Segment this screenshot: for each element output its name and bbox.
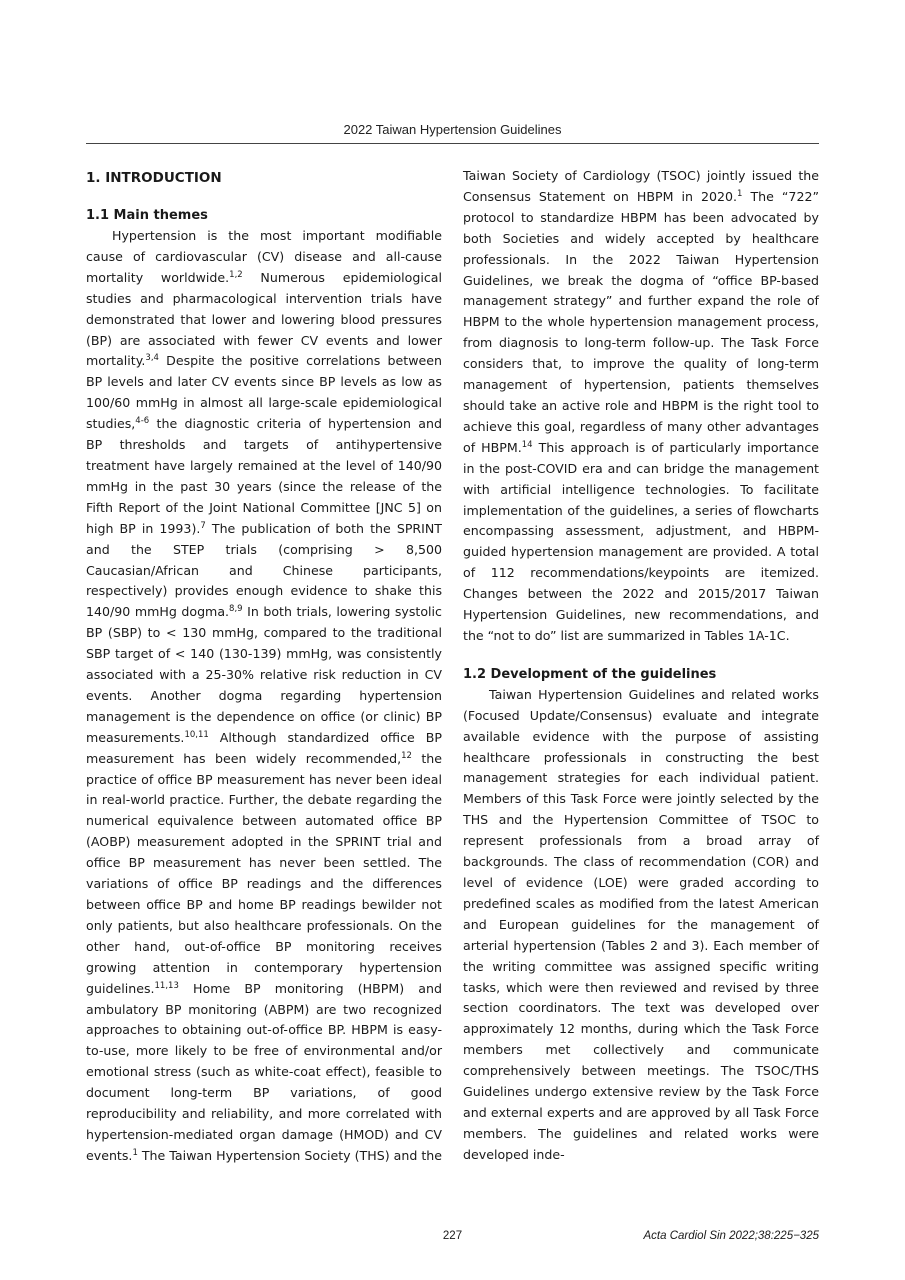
body-paragraph — [86, 226, 442, 1167]
text-run: the practice of office BP measurement has never been ideal in real-world practice. Further, the debate regarding the numerical equivalence between automated office BP (AOBP) measurement adopted in the SPRINT trial and office BP measurement has never been settled. The variations of office BP readings and the differences between office BP and home BP readings bewilder not only patients, but also healthcare professionals. On the other hand, out-of-office BP monitoring receives growing attention in contemporary hypertension guidelines. — [86, 750, 442, 996]
header-rule — [86, 143, 819, 144]
body-paragraph — [463, 166, 819, 647]
text-run: The Taiwan Hypertension Society (THS) and the — [137, 1147, 442, 1163]
citation: 12 — [401, 750, 412, 761]
text-run: This approach is of particularly importance in the post-COVID era and can bridge the management with artificial intelligence technologies. To facilitate implementation of the guidelines, a series of flowcharts encompassing assessment, adjustment, and HBPM-guided hypertension management are provided. A total of 112 recommendations/keypoints are itemized. Changes between the 2022 and 2015/2017 Taiwan Hypertension Guidelines, new recommendations, and the “not to do” list are summarized in Tables 1A-1C. — [463, 439, 820, 643]
citation: 1 — [132, 1147, 138, 1158]
page-number: 227 — [442, 1230, 463, 1242]
text-run: The publication of both the SPRINT and the STEP trials (comprising > 8,500 Caucasian/African and Chinese participants, respectively) provides enough evidence to shake this 140/90 mmHg dogma. — [86, 520, 442, 620]
text-run: The “722” protocol to standardize HBPM has been advocated by both Societies and widely accepted by healthcare professionals. In the 2022 Taiwan Hypertension Guidelines, we break the dogma of “office BP-based management strategy” and further expand the role of HBPM to the whole hypertension management process, from diagnosis to long-term follow-up. The Task Force considers that, to improve the quality of long-term management of hypertension, patients themselves should take an active role and HBPM is the right tool to achieve this goal, regardless of many other advantages of HBPM. — [463, 188, 819, 455]
text-run: Home BP monitoring (HBPM) and ambulatory BP monitoring (ABPM) are two recognized approaches to obtaining out-of-office BP. HBPM is easy-to-use, more likely to be free of environmental and/or emotional stress (such as white-coat effect), feasible to document long-term BP variations, of good reproducibility and reliability, and more correlated with hypertension-mediated organ damage (HMOD) and CV events. — [86, 980, 442, 1163]
citation: 11,13 — [154, 980, 179, 991]
text-run: Although standardized office BP measurement has been widely recommended, — [86, 729, 442, 766]
text-run: Taiwan Society of Cardiology (TSOC) jointly issued the Consensus Statement on HBPM in 2020. — [463, 168, 819, 204]
citation: 10,11 — [184, 729, 209, 740]
text-run: Hypertension is the most important modifiable cause of cardiovascular (CV) disease and all-cause mortality worldwide. — [86, 228, 442, 285]
section-title: 1. INTRODUCTION — [86, 170, 222, 186]
left-column — [86, 166, 442, 1167]
citation: 8,9 — [229, 604, 243, 615]
citation: 7 — [200, 520, 206, 531]
right-column — [463, 166, 819, 1166]
citation: 3,4 — [145, 353, 159, 364]
citation: 1,2 — [229, 269, 243, 280]
text-run: Despite the positive correlations between BP levels and later CV events since BP levels as low as 100/60 mmHg in almost all large-scale epidemiological studies, — [86, 353, 442, 432]
text-run: Numerous epidemiological studies and pharmacological intervention trials have demonstrated that lower and lowering blood pressures (BP) are associated with fewer CV events and lower mortality. — [86, 269, 443, 369]
body-paragraph: Taiwan Hypertension Guidelines and related works (Focused Update/Consensus) evaluate and integrate available evidence with the purpose of assisting healthcare professionals in constructing the best management strategies for each individual patient. Members of this Task Force were jointly selected by the THS and the Hypertension Committee of TSOC to represent professionals from a broad array of backgrounds. The class of recommendation (COR) and level of evidence (LOE) were graded according to predefined scales as modified from the latest American and European guidelines for the management of arterial hypertension (Tables 2 and 3). Each member of the writing committee was assigned specific writing tasks, which were then reviewed and revised by three section coordinators. The text was developed over approximately 12 months, during which the Task Force members met collectively and communicate comprehensively between meetings. The TSOC/THS Guidelines undergo extensive review by the Task Force and external experts and are approved by all Task Force members. The guidelines and related works were developed inde- — [463, 686, 819, 1162]
text-run: In both trials, lowering systolic BP (SBP) to < 130 mmHg, compared to the traditional SBP target of < 140 (130-139) mmHg, was consistently associated with a 25-30% relative risk reduction in CV events. Another dogma regarding hypertension management is the dependence on office (or clinic) BP measurements. — [86, 604, 442, 745]
text-run: the diagnostic criteria of hypertension and BP thresholds and targets of antihypertensive treatment have largely remained at the level of 140/90 mmHg in the past 30 years (since the release of the Fifth Report of the Joint National Committee [JNC 5] on high BP in 1993). — [86, 416, 442, 536]
journal-citation: Acta Cardiol Sin 2022;38:225−325 — [643, 1230, 819, 1242]
running-header: 2022 Taiwan Hypertension Guidelines — [343, 122, 562, 137]
citation: 14 — [521, 439, 533, 450]
subsection-title: 1.1 Main themes — [86, 208, 208, 223]
citation: 4-6 — [135, 415, 150, 426]
subsection-title: 1.2 Development of the guidelines — [463, 666, 717, 682]
citation: 1 — [737, 188, 743, 199]
